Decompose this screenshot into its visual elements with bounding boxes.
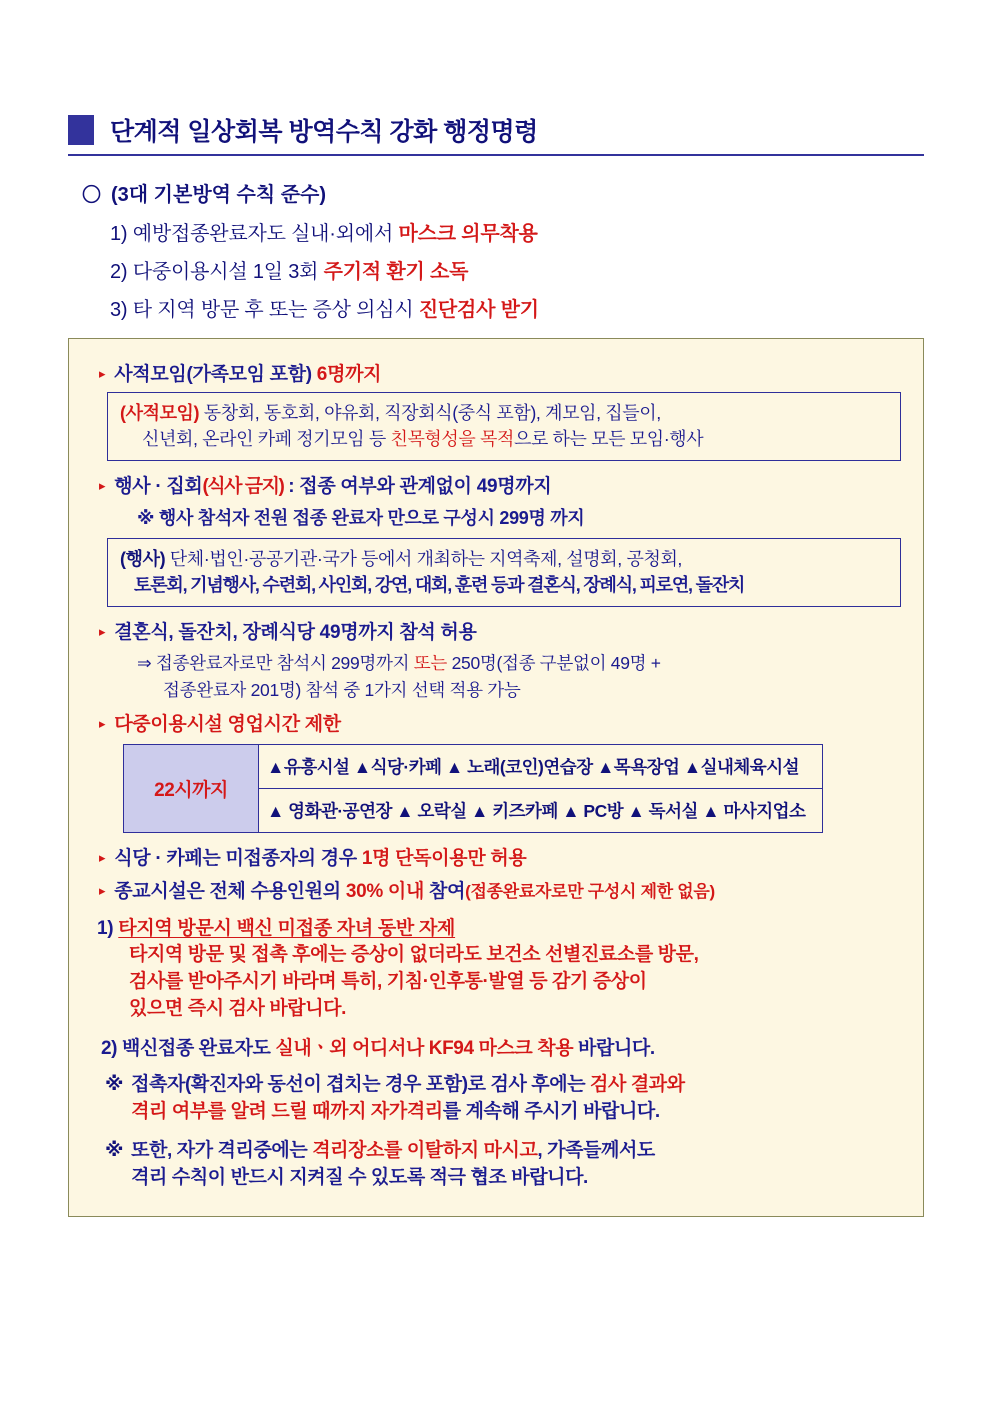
intro-item-2-num: 2)	[110, 261, 128, 283]
advice-1-body	[129, 942, 907, 1023]
business-hours-time: 22시까지	[124, 744, 259, 832]
triangle-bullet-icon: ▸	[99, 366, 106, 381]
rule-business-hours	[99, 709, 907, 736]
advice-2-highlight: 실내ㆍ외 어디서나 KF94 마스크 착용	[275, 1037, 574, 1059]
private-gathering-line1: 동창회, 동호회, 야유회, 직장회식(중식 포함), 계모임, 집들이,	[199, 403, 661, 423]
intro-item-3-text: 타 지역 방문 후 또는 증상 의심시	[132, 299, 419, 321]
triangle-bullet-icon: ▸	[99, 882, 106, 898]
note-contact-tracing-text: 접촉자(확진자와 동선이 겹치는 경우 포함)로 검사 후에는 검사 결과와 격리 여부를 알려 드릴 때까지 자가격리를 계속해 주시기 바랍니다.	[131, 1072, 907, 1126]
intro-item-1-text: 예방접종완료자도 실내·외에서	[132, 223, 399, 245]
note-self-quarantine-text: 또한, 자가 격리중에는 격리장소를 이탈하지 마시고, 가족들께서도 격리 수칙이 반드시 지켜질 수 있도록 적극 협조 바랍니다.	[131, 1138, 907, 1192]
private-gathering-label: (사적모임)	[120, 403, 200, 423]
rule-events-no-meal: (식사 금지)	[202, 476, 284, 498]
intro-heading	[82, 178, 924, 207]
triangle-bullet-icon: ▸	[99, 715, 106, 731]
private-gathering-detail-box	[107, 392, 901, 461]
business-hours-facilities-row1: ▲유흥시설 ▲식당·카페 ▲ 노래(코인)연습장 ▲목욕장업 ▲실내체육시설	[259, 744, 823, 788]
intro-heading-label: (3대 기본방역 수칙 준수)	[111, 184, 327, 206]
private-gathering-purpose-highlight: 친목형성을 목적	[390, 429, 514, 450]
ceremonies-or-highlight: 또는	[413, 653, 448, 674]
private-gathering-line2: 신년회, 온라인 카페 정기모임 등 친목형성을 목적으로 하는 모든 모임·행사	[142, 429, 704, 450]
page-title-row	[68, 112, 924, 148]
rule-private-gathering-limit: 6명까지	[316, 364, 382, 385]
note-self-quarantine-highlight: 격리장소를 이탈하지 마시고	[312, 1139, 538, 1161]
rule-restaurants	[99, 843, 907, 870]
triangle-bullet-icon: ▸	[99, 624, 106, 640]
note-contact-tracing-cont: 격리 여부를 알려 드릴 때까지 자가격리를 계속해 주시기 바랍니다.	[131, 1100, 660, 1122]
advice-1-num: 1)	[97, 917, 114, 939]
advice-1-body-line2: 검사를 받아주시기 바라며 특히, 기침·인후통·발열 등 감기 증상이	[129, 970, 647, 992]
rule-religious-text: 종교시설은 전체 수용인원의 30% 이내 참여(접종완료자로만 구성시 제한 없음)	[114, 880, 715, 902]
rule-ceremonies	[99, 617, 907, 644]
events-line1: 단체·법인·공공기관·국가 등에서 개최하는 지역축제, 설명회, 공청회,	[165, 549, 683, 570]
rule-events	[99, 471, 907, 498]
intro-item-1-num: 1)	[110, 223, 128, 245]
events-detail-box	[107, 538, 901, 607]
arrow-icon: ⇒	[137, 653, 152, 674]
rule-religious	[99, 876, 907, 903]
rule-ceremonies-text: 결혼식, 돌잔치, 장례식당 49명까지 참석 허용	[114, 622, 477, 644]
note-self-quarantine-cont: 격리 수칙이 반드시 지켜질 수 있도록 적극 협조 바랍니다.	[131, 1166, 588, 1188]
note-contact-tracing-highlight: 검사 결과와	[590, 1073, 685, 1095]
intro-item-2-text: 다중이용시설 1일 3회	[132, 261, 324, 283]
rule-events-note: ※ 행사 참석자 전원 접종 완료자 만으로 구성시 299명 까지	[137, 508, 585, 529]
rule-ceremonies-note: ⇒ 접종완료자로만 참석시 299명까지 또는 250명(접종 구분없이 49명 + 접종완료자 201명) 참석 중 1가지 선택 적용 가능	[137, 650, 907, 703]
table-row	[124, 744, 823, 788]
circle-bullet-icon: 〇	[82, 185, 102, 206]
intro-item-3-highlight: 진단검사 받기	[418, 299, 539, 321]
advice-1-title: 타지역 방문시 백신 미접종 자녀 동반 자제	[118, 917, 456, 939]
advice-1-body-line1: 타지역 방문 및 접촉 후에는 증상이 없더라도 보건소 선별진료소를 방문,	[129, 943, 699, 965]
page-title: 단계적 일상회복 방역수칙 강화 행정명령	[110, 118, 538, 146]
rule-restaurants-highlight: 1명 단독이용만 허용	[361, 847, 527, 869]
rule-religious-percent: 30% 이내	[345, 880, 425, 902]
title-divider	[68, 154, 924, 156]
intro-item-2-highlight: 주기적 환기 소독	[323, 261, 469, 283]
triangle-bullet-icon: ▸	[99, 478, 106, 494]
rule-events-text: 행사 · 집회(식사 금지) : 접종 여부와 관계없이 49명까지	[114, 476, 552, 498]
intro-item-1-highlight: 마스크 의무착용	[398, 223, 538, 245]
advice-1-heading	[97, 913, 907, 940]
rule-private-gathering	[99, 359, 907, 386]
rule-ceremonies-note-cont: 접종완료자 201명) 참석 중 1가지 선택 적용 가능	[163, 679, 521, 700]
advice-2-num: 2)	[101, 1037, 118, 1059]
guidelines-box	[68, 338, 924, 1217]
rule-restaurants-text: 식당 · 카페는 미접종자의 경우 1명 단독이용만 허용	[114, 847, 527, 869]
rule-religious-exception: (접종완료자로만 구성시 제한 없음)	[465, 881, 715, 901]
intro-item-1	[110, 217, 924, 246]
intro-item-2	[110, 255, 924, 284]
rule-private-gathering-text: 사적모임(가족모임 포함) 6명까지	[114, 364, 382, 385]
business-hours-facilities-row2: ▲ 영화관·공연장 ▲ 오락실 ▲ 키즈카페 ▲ PC방 ▲ 독서실 ▲ 마사지업소	[259, 788, 823, 832]
asterisk-icon: ※	[105, 1139, 124, 1161]
business-hours-table	[123, 744, 823, 833]
advice-2: 2) 백신접종 완료자도 실내ㆍ외 어디서나 KF94 마스크 착용 바랍니다.	[101, 1037, 655, 1059]
note-self-quarantine	[105, 1138, 907, 1192]
triangle-bullet-icon: ▸	[99, 849, 106, 865]
title-marker-icon	[68, 115, 94, 145]
events-label: (행사)	[120, 549, 166, 570]
note-contact-tracing	[105, 1072, 907, 1126]
advice-1-body-line3: 있으면 즉시 검사 바랍니다.	[129, 997, 347, 1019]
asterisk-icon: ※	[105, 1073, 124, 1095]
rule-business-hours-text: 다중이용시설 영업시간 제한	[114, 713, 341, 735]
intro-item-3	[110, 293, 924, 322]
events-line2: 토론회, 기념행사, 수련회, 사인회, 강연, 대회, 훈련 등과 결혼식, 장례식, 피로연, 돌잔치	[134, 575, 745, 596]
intro-item-3-num: 3)	[110, 299, 128, 321]
